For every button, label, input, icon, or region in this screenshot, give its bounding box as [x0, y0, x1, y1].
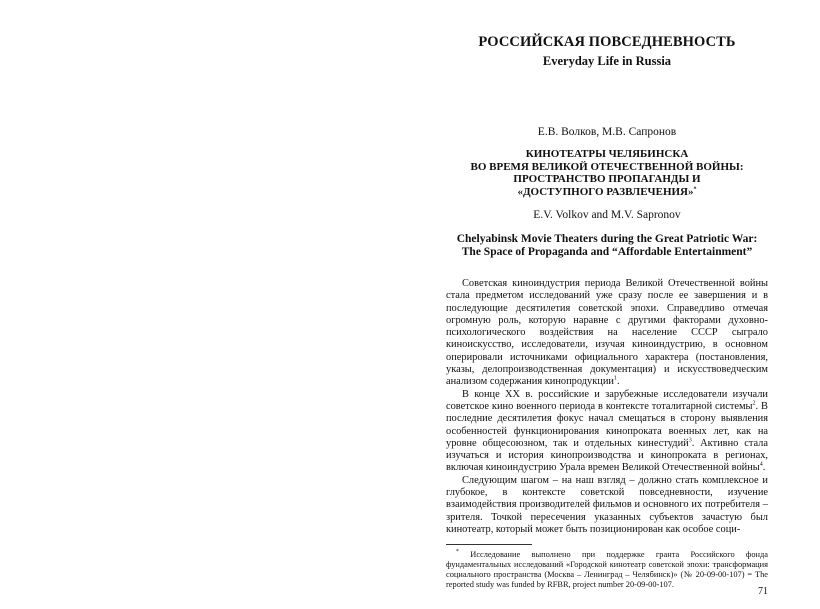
section-title-en: Everyday Life in Russia — [542, 54, 672, 68]
paragraph-text: Советская киноиндустрия периода Великой Отечественной войны стала предметом исследований уже сразу после ее завершения и в последующие десятилетия советской эпохи. Справедливо отмечая огромную роль, которую наравне с другими факторами духовно-психологического воздействия на население СССР сыграло киноискусство, исследователи, изучая киноиндустрию, в основном оперировали источниками официального характера (постановления, указы, делопроизводственная документация) и искусствоведческим анализом содержания кинопродукции — [446, 278, 768, 388]
paragraph-end: . — [762, 462, 766, 474]
title-ru-line: КИНОТЕАТРЫ ЧЕЛЯБИНСКА — [525, 148, 689, 160]
footnote-ref: 3 — [688, 437, 692, 444]
footnote-marker: * — [456, 549, 459, 556]
footnote — [446, 550, 768, 590]
paragraph — [446, 278, 768, 389]
section-title-ru: РОССИЙСКАЯ ПОВСЕДНЕВНОСТЬ — [478, 34, 736, 50]
title-ru-line: ПРОСТРАНСТВО ПРОПАГАНДЫ И — [513, 173, 701, 185]
paragraph-text: В конце XX в. российские и зарубежные исследователи изучали советское кино военного периода в контексте тоталитарной системы — [446, 388, 768, 412]
footnote-ref: 2 — [752, 400, 756, 407]
page-number: 71 — [758, 586, 768, 597]
article-body — [446, 278, 768, 536]
paragraph-text: Следующим шагом – на наш взгляд – должно стать комплексное и глубокое, в контексте советской повседневности, изучение взаимодействия производителей фильмов и основного их потребителя – зрителя. Точкой пересечения указанных субъектов зачастую был кинотеатр, который может быть позиционирован как особое соци- — [446, 474, 768, 535]
paragraph — [446, 475, 768, 536]
article-title-ru — [446, 148, 768, 198]
footnote-marker: * — [693, 185, 697, 192]
footnote-text: Исследование выполнено при поддержке гранта Российского фонда фундаментальных исследований «Городской кинотеатр советской эпохи: трансформация социального пространства (Москва – Ленинград – Челябинск)» (№ 20-09-00-107) = The reported study was funded by RFBR, project number 20-09-00-107. — [446, 550, 768, 590]
authors-en: E.V. Volkov and M.V. Sapronov — [533, 209, 681, 221]
footnote-ref: 1 — [613, 375, 617, 382]
paragraph-end: . — [616, 376, 620, 388]
paragraph-text: . В последние десятилетия фокус начал смещаться в сторону выявления особенностей функционирования кинопроката военных лет, как на уровне общесоюзном, так и отдельных кинестудий — [446, 400, 768, 449]
paragraph-text: . Активно стала изучаться и история кинопроизводства и кинопроката в регионах, включая киноиндустрию Урала времен Великой Отечественной войны — [446, 437, 768, 474]
title-ru-line — [446, 186, 768, 199]
text-column — [446, 18, 768, 590]
authors-ru: Е.В. Волков, М.В. Сапронов — [537, 126, 677, 138]
title-ru-line-text: «ДОСТУПНОГО РАЗВЛЕЧЕНИЯ» — [517, 185, 694, 198]
title-ru-line: ВО ВРЕМЯ ВЕЛИКОЙ ОТЕЧЕСТВЕННОЙ ВОЙНЫ: — [470, 160, 744, 173]
title-en-line: Chelyabinsk Movie Theaters during the Great Patriotic War: — [456, 233, 758, 245]
title-en-line: The Space of Propaganda and “Affordable Entertainment” — [461, 246, 753, 258]
paragraph — [446, 389, 768, 475]
footnote-divider — [446, 544, 532, 545]
article-title-en — [446, 233, 768, 259]
footnote-ref: 4 — [759, 461, 763, 468]
